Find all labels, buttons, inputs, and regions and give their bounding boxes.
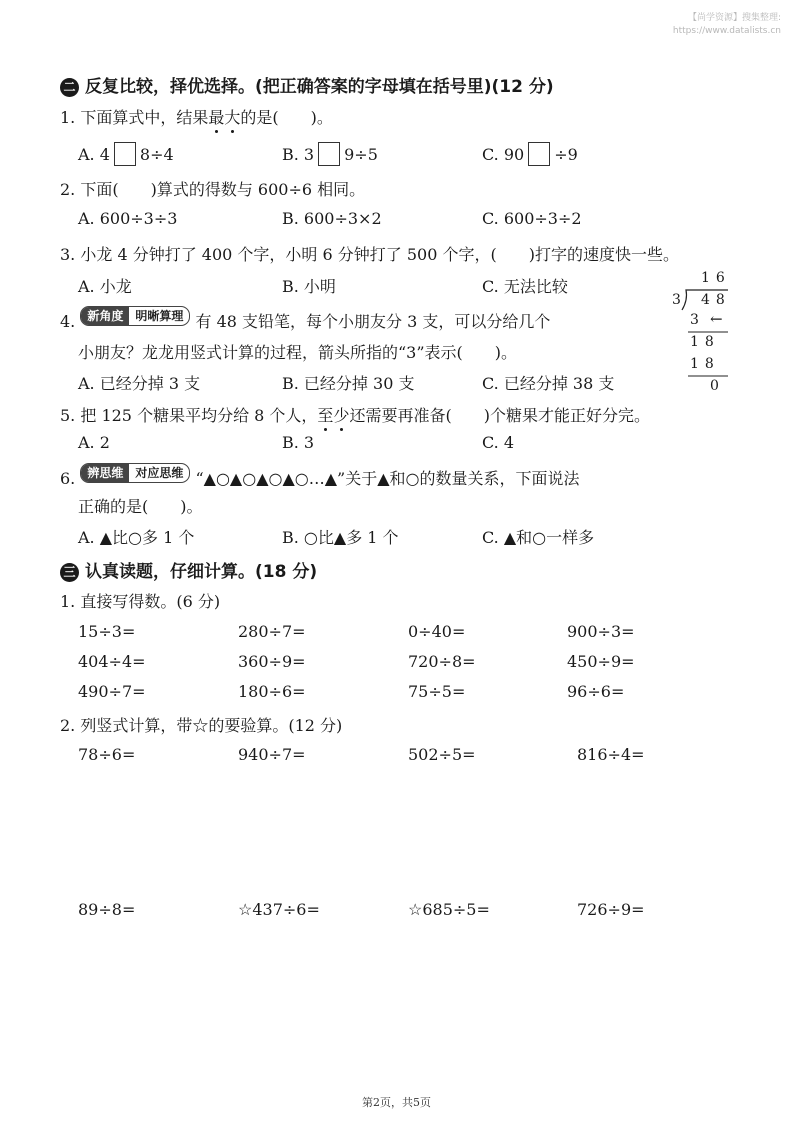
q1-option-c: [482, 142, 578, 166]
question-6: [60, 463, 579, 489]
q6-line-2: 正确的是( )。: [78, 497, 203, 516]
q4-option-b: B. 已经分掉 30 支: [282, 374, 415, 393]
q3-option-a: A. 小龙: [78, 277, 132, 296]
division-remainder: 0: [710, 378, 719, 394]
q1-option-b: [282, 142, 378, 166]
vertical-calc: 89÷8=: [78, 900, 136, 919]
division-step-1: 3: [690, 312, 699, 328]
q4-option-a: A. 已经分掉 3 支: [78, 374, 201, 393]
answer-box[interactable]: [528, 142, 550, 166]
vertical-calc: 940÷7=: [238, 745, 306, 764]
vertical-calc: 726÷9=: [577, 900, 645, 919]
thinking-tag: [80, 463, 190, 483]
oral-calc: 404÷4=: [78, 652, 146, 671]
q5-text: 5. 把 125 个糖果平均分给 8 个人，: [60, 406, 318, 425]
q5-option-a: A. 2: [78, 433, 110, 452]
division-step-2: 18: [690, 334, 720, 350]
q4-line-2: 小朋友？龙龙用竖式计算的过程，箭头所指的“3”表示( )。: [78, 343, 518, 362]
arrow-icon: ←: [710, 310, 723, 328]
page-number: 第2页，共5页: [362, 1096, 431, 1109]
q1-emphasis-1: 最: [208, 108, 225, 127]
oral-calc: 75÷5=: [408, 682, 466, 701]
oral-calc: 15÷3=: [78, 622, 136, 641]
q5-emphasis-2: 少: [333, 406, 350, 425]
q6-option-c: C. ▲和○一样多: [482, 528, 595, 547]
new-angle-tag: [80, 306, 190, 326]
section-2-title: 反复比较，择优选择。(把正确答案的字母填在括号里)(12 分): [85, 77, 554, 97]
question-3: 3. 小龙 4 分钟打了 400 个字，小明 6 分钟打了 500 个字，( )打字的速度快一些。: [60, 245, 679, 264]
q2-option-c: C. 600÷3÷2: [482, 209, 582, 228]
q6-option-a: A. ▲比○多 1 个: [78, 528, 195, 547]
tag-right: 明晰算理: [135, 309, 184, 323]
q2-option-b: B. 600÷3×2: [282, 209, 382, 228]
oral-calc: 280÷7=: [238, 622, 306, 641]
section-2-badge: 二: [60, 78, 79, 97]
answer-box[interactable]: [114, 142, 136, 166]
tag-left: 辨思维: [81, 464, 129, 482]
oral-calc: 900÷3=: [567, 622, 635, 641]
oral-calc: 450÷9=: [567, 652, 635, 671]
oral-calc: 360÷9=: [238, 652, 306, 671]
question-2: 2. 下面( )算式的得数与 600÷6 相同。: [60, 180, 366, 199]
q5-option-b: B. 3: [282, 433, 315, 452]
q3-option-c: C. 无法比较: [482, 277, 568, 296]
q1-a-left: A. 4: [78, 145, 110, 164]
q4-number: 4.: [60, 312, 76, 331]
q4-line-1: 有 48 支铅笔，每个小朋友分 3 支，可以分给几个: [195, 312, 551, 331]
q1-b-left: B. 3: [282, 145, 315, 164]
q1-c-left: C. 90: [482, 145, 525, 164]
question-5: [60, 403, 650, 426]
tag-left: 新角度: [81, 307, 129, 325]
part-1-title: 1. 直接写得数。(6 分): [60, 592, 221, 611]
vertical-calc: 78÷6=: [78, 745, 136, 764]
part-2-title: 2. 列竖式计算，带☆的要验算。(12 分): [60, 716, 343, 735]
division-bracket: [680, 286, 730, 382]
q1-a-right: 8÷4: [139, 145, 174, 164]
q5-option-c: C. 4: [482, 433, 515, 452]
tag-right: 对应思维: [135, 466, 184, 480]
section-3-title: 认真读题，仔细计算。(18 分): [85, 562, 318, 582]
oral-calc: 96÷6=: [567, 682, 625, 701]
vertical-calc: ☆685÷5=: [408, 900, 490, 919]
division-dividend: 48: [701, 292, 731, 308]
q1-text: 1. 下面算式中，结果: [60, 108, 209, 127]
q6-option-b: B. ○比▲多 1 个: [282, 528, 399, 547]
q1-text-end: 的是( )。: [240, 108, 333, 127]
section-2-heading: [60, 72, 554, 97]
q5-text-end: 还需要再准备( )个糖果才能正好分完。: [349, 406, 650, 425]
vertical-calc: 816÷4=: [577, 745, 645, 764]
q4-option-c: C. 已经分掉 38 支: [482, 374, 615, 393]
oral-calc: 490÷7=: [78, 682, 146, 701]
q1-option-a: [78, 142, 174, 166]
answer-box[interactable]: [318, 142, 340, 166]
q1-c-right: ÷9: [554, 145, 578, 164]
section-3-heading: [60, 557, 317, 582]
q2-option-a: A. 600÷3÷3: [78, 209, 178, 228]
question-1: [60, 105, 333, 128]
section-3-badge: 三: [60, 563, 79, 582]
q1-b-right: 9÷5: [344, 145, 378, 164]
oral-calc: 0÷40=: [408, 622, 466, 641]
vertical-calc: ☆437÷6=: [238, 900, 320, 919]
oral-calc: 180÷6=: [238, 682, 306, 701]
q6-number: 6.: [60, 469, 76, 488]
oral-calc: 720÷8=: [408, 652, 476, 671]
watermark: [673, 12, 781, 38]
q1-emphasis-2: 大: [224, 108, 241, 127]
vertical-calc: 502÷5=: [408, 745, 476, 764]
question-4: [60, 306, 550, 332]
q6-line-1: “▲○▲○▲○▲○…▲”关于▲和○的数量关系，下面说法: [195, 469, 580, 488]
division-quotient: 16: [701, 270, 731, 286]
division-divisor: 3: [672, 292, 681, 308]
q5-emphasis-1: 至: [317, 406, 334, 425]
division-step-3: 18: [690, 356, 720, 372]
q3-option-b: B. 小明: [282, 277, 336, 296]
watermark-line: 【尚学资源】搜集整理:: [687, 13, 781, 23]
watermark-url: https://www.datalists.cn: [672, 26, 781, 36]
